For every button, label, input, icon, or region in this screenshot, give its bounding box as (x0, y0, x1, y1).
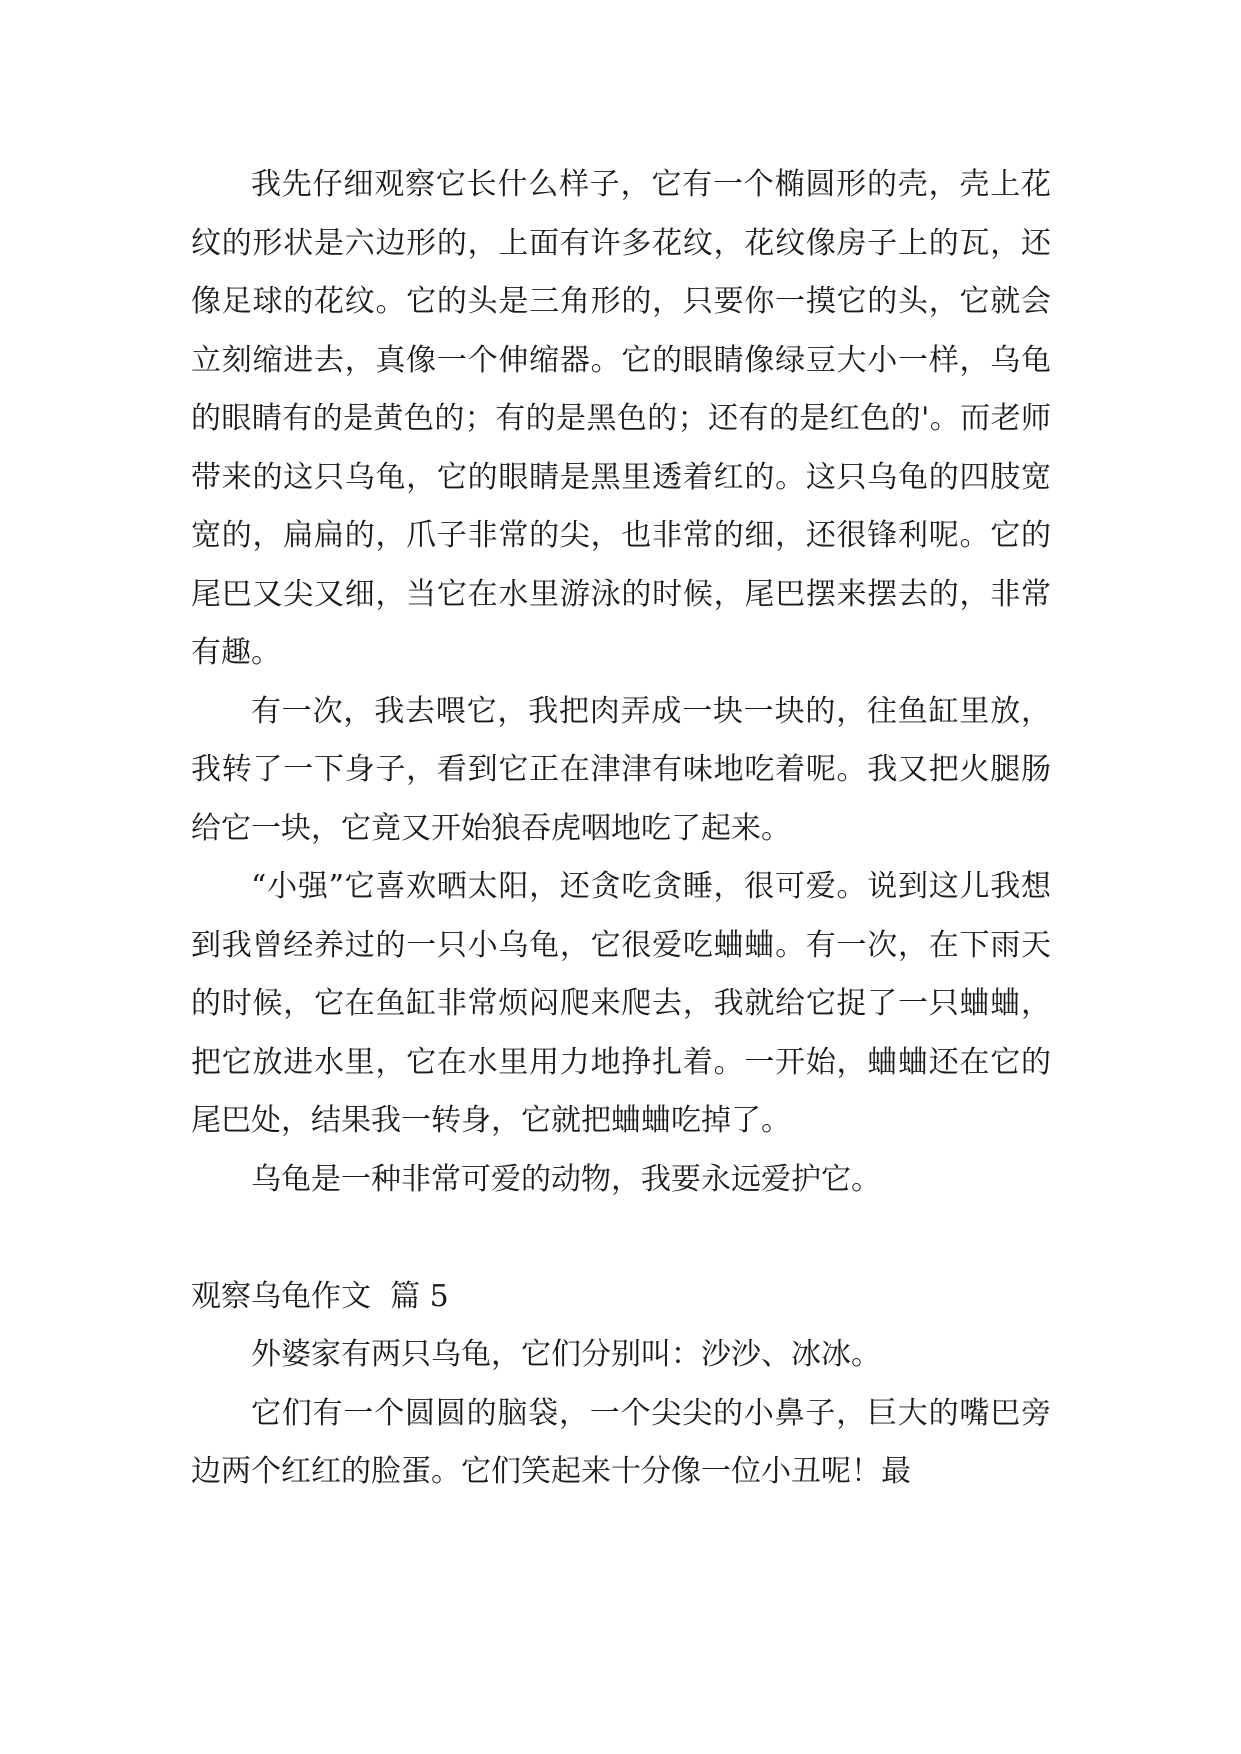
document-body (191, 156, 1051, 1502)
section-spacer (191, 1209, 1051, 1268)
paragraph-conclusion: 乌龟是一种非常可爱的动物，我要永远爱护它。 (251, 1161, 881, 1197)
paragraph-turtle-appearance: 我先仔细观察它长什么样子，它有一个椭圆形的壳，壳上花纹的形状是六边形的，上面有许多花纹，花纹像房子上的瓦，还像足球的花纹。它的头是三角形的，只要你一摸它的头，它就会立刻缩进去，真像一个伸缩器。它的眼睛像绿豆大小一样，乌龟的眼睛有的是黄色的；有的是黑色的；还有的是红色的'。而老师带来的这只乌龟，它的眼睛是黑里透着红的。这只乌龟的四肢宽宽的，扁扁的，爪子非常的尖，也非常的细，还很锋利呢。它的尾巴又尖又细，当它在水里游泳的时候，尾巴摆来摆去的，非常有趣。 (191, 167, 1051, 670)
paragraph-xiaoqiang: “小强”它喜欢晒太阳，还贪吃贪睡，很可爱。说到这儿我想到我曾经养过的一只小乌龟，它很爱吃蛐蛐。有一次，在下雨天的时候，它在鱼缸非常烦闷爬来爬去，我就给它捉了一只蛐蛐，把它放进水里，它在水里用力地挣扎着。一开始，蛐蛐还在它的尾巴处，结果我一转身，它就把蛐蛐吃掉了。 (191, 869, 1051, 1138)
paragraph-grandma-turtles: 外婆家有两只乌龟，它们分别叫：沙沙、冰冰。 (251, 1337, 881, 1372)
section-heading: 观察乌龟作文 篇 5 (191, 1278, 449, 1314)
paragraph-feeding-turtle: 有一次，我去喂它，我把肉弄成一块一块的，往鱼缸里放，我转了一下身子，看到它正在津津有味地吃着呢。我又把火腿肠给它一块，它竟又开始狼吞虎咽地吃了起来。 (191, 693, 1051, 846)
paragraph-turtle-face: 它们有一个圆圆的脑袋，一个尖尖的小鼻子，巨大的嘴巴旁边两个红红的脸蛋。它们笑起来十分像一位小丑呢！最 (191, 1395, 1051, 1489)
